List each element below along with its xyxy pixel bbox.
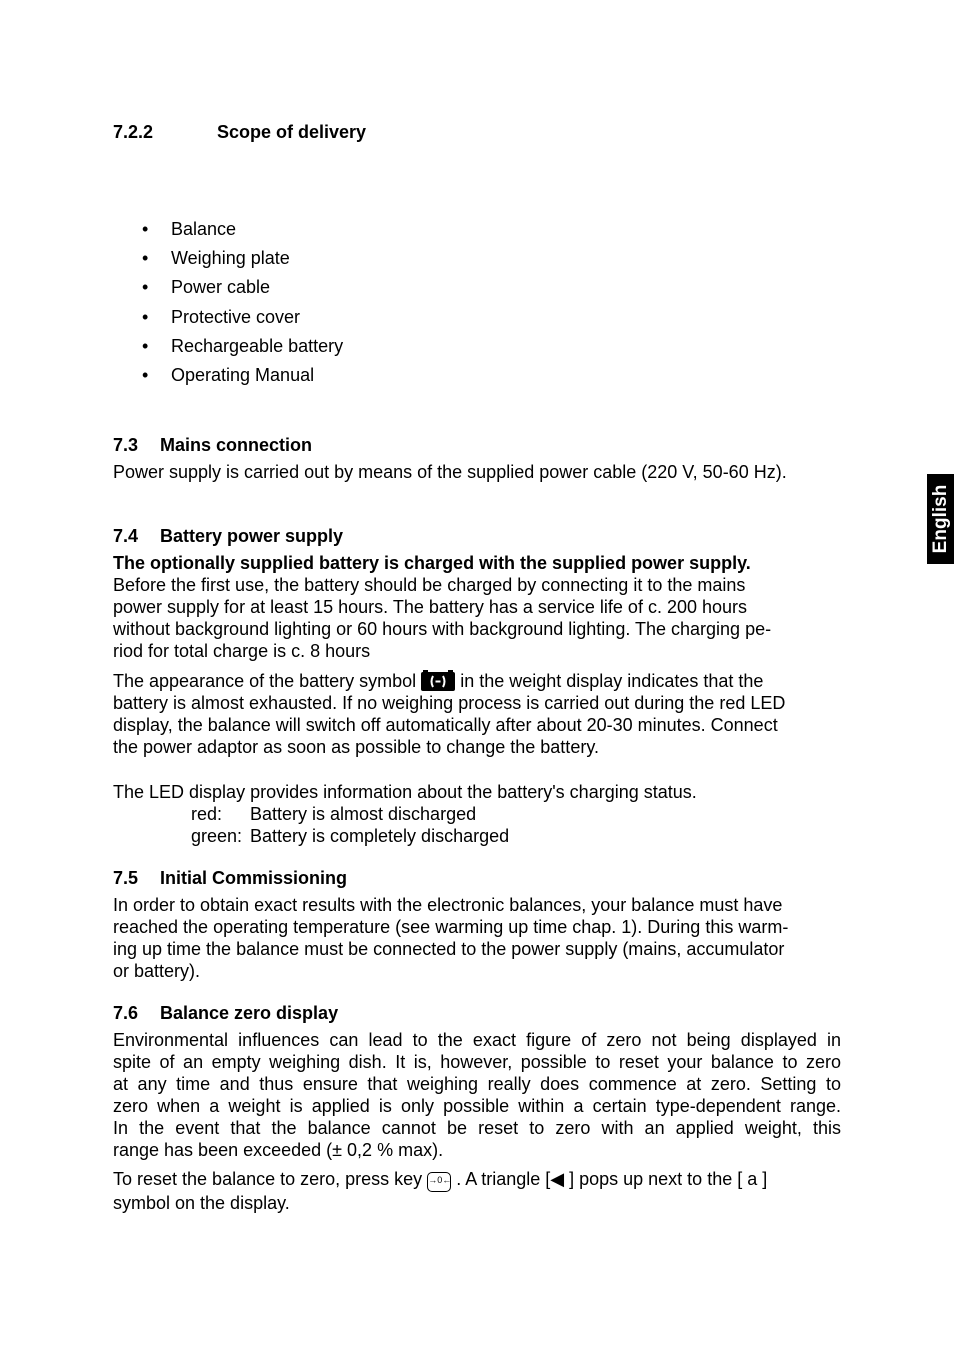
text-fragment: The appearance of the battery symbol — [113, 671, 417, 691]
bullet-icon: • — [142, 306, 149, 327]
delivery-list — [142, 218, 343, 393]
list-item-text: Rechargeable battery — [171, 335, 344, 356]
section-7-4-number: 7.4 — [113, 526, 139, 546]
text-line: battery is almost exhausted. If no weighing process is carried out during the red LED — [113, 693, 786, 713]
text-line: reached the operating temperature (see warming up time chap. 1). During this warm- — [113, 917, 789, 937]
bullet-icon: • — [142, 335, 149, 356]
section-7-4-title: Battery power supply — [160, 526, 344, 546]
battery-bold-line: The optionally supplied battery is charged with the supplied power supply. — [113, 553, 751, 573]
list-item — [142, 306, 343, 335]
list-item-text: Balance — [171, 219, 237, 239]
list-item — [142, 335, 343, 364]
text-line: at any time and thus ensure that weighing really does commence at zero. Setting to — [113, 1074, 841, 1094]
text-line: Before the first use, the battery should be charged by connecting it to the mains — [113, 575, 746, 595]
text-line: range has been exceeded (± 0,2 % max). — [113, 1140, 444, 1160]
text-line: or battery). — [113, 961, 201, 981]
bullet-icon: • — [142, 364, 149, 385]
text-line: symbol on the display. — [113, 1193, 290, 1213]
battery-low-icon — [421, 679, 455, 691]
section-7-3-title: Mains connection — [160, 435, 313, 455]
text-line: In order to obtain exact results with the electronic balances, your balance must have — [113, 895, 783, 915]
triangle-left-icon: ◀ — [550, 1169, 565, 1189]
zero-key-icon — [427, 1166, 451, 1192]
section-7-5-number: 7.5 — [113, 868, 139, 888]
text-line: the power adaptor as soon as possible to change the battery. — [113, 737, 599, 757]
zero-reset-paragraph — [113, 1166, 841, 1214]
commissioning-paragraph — [113, 894, 841, 982]
battery-paragraph-1 — [113, 574, 841, 662]
section-7-3-number: 7.3 — [113, 435, 139, 455]
zero-display-paragraph — [113, 1029, 841, 1161]
zero-key-glyph: →0← — [427, 1172, 451, 1192]
text-line: Environmental influences can lead to the exact figure of zero not being displayed in — [113, 1030, 841, 1050]
text-line: riod for total charge is c. 8 hours — [113, 641, 371, 661]
battery-paragraph-2 — [113, 670, 841, 758]
text-fragment: To reset the balance to zero, press key — [113, 1169, 423, 1189]
text-fragment: ] pops up next to the [ a ] — [564, 1169, 768, 1189]
text-line: ing up time the balance must be connected to the power supply (mains, accumulator — [113, 939, 785, 959]
section-7-6-title: Balance zero display — [160, 1003, 339, 1023]
language-tab[interactable] — [927, 474, 954, 564]
list-item-text: Operating Manual — [171, 364, 315, 385]
text-line: power supply for at least 15 hours. The battery has a service life of c. 200 hours — [113, 597, 748, 617]
led-green-label: green: — [191, 826, 243, 846]
list-item — [142, 218, 343, 247]
list-item-text: Protective cover — [171, 306, 301, 327]
led-red-label: red: — [191, 804, 223, 824]
list-item — [142, 276, 343, 305]
mains-paragraph: Power supply is carried out by means of the supplied power cable (220 V, 50-60 Hz). — [113, 462, 787, 482]
list-item-text: Weighing plate — [171, 248, 290, 269]
section-7-2-2-title: Scope of delivery — [217, 122, 367, 142]
section-7-5-title: Initial Commissioning — [160, 868, 348, 888]
text-line — [113, 670, 841, 692]
led-green-text: Battery is completely discharged — [250, 826, 510, 846]
bullet-icon: • — [142, 277, 149, 298]
text-line: spite of an empty weighing dish. It is, however, possible to reset your balance to zero — [113, 1052, 841, 1072]
section-7-2-2-number: 7.2.2 — [113, 122, 154, 142]
list-item — [142, 364, 343, 393]
text-line — [113, 1166, 841, 1192]
led-red-text: Battery is almost discharged — [250, 804, 477, 824]
list-item — [142, 247, 343, 276]
text-line: without background lighting or 60 hours with background lighting. The charging pe- — [113, 619, 772, 639]
text-fragment: . A triangle [ — [451, 1169, 551, 1189]
text-line: display, the balance will switch off automatically after about 20-30 minutes. Connect — [113, 715, 778, 735]
text-fragment: in the weight display indicates that the — [455, 671, 764, 691]
language-tab-label: English — [929, 484, 951, 554]
led-intro: The LED display provides information about the battery's charging status. — [113, 782, 697, 802]
text-line: In the event that the balance cannot be reset to zero with an applied weight, this — [113, 1118, 841, 1138]
section-7-6-number: 7.6 — [113, 1003, 139, 1023]
list-item-text: Power cable — [171, 277, 271, 298]
bullet-icon: • — [142, 248, 149, 269]
bullet-icon: • — [142, 219, 149, 239]
text-line: zero when a weight is applied is only possible within a certain type-dependent range. — [113, 1096, 841, 1116]
